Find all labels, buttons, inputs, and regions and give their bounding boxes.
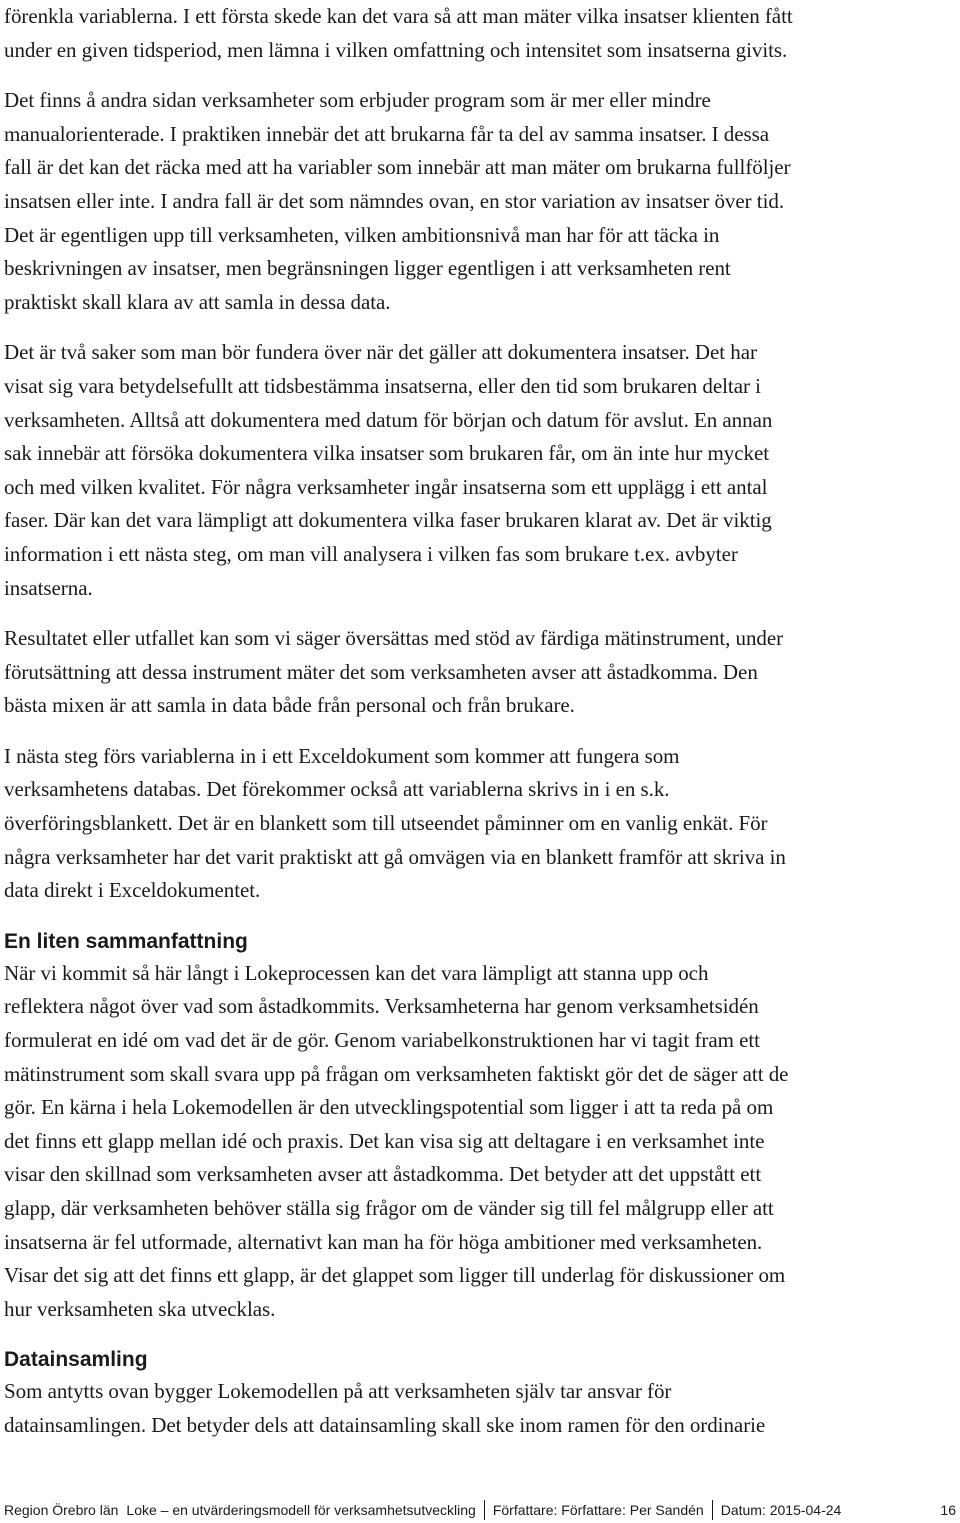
- text-line: under en given tidsperiod, men lämna i vilken omfattning och intensitet som insatserna givits.: [4, 37, 788, 62]
- paragraph: [4, 622, 956, 723]
- paragraph: [4, 1375, 956, 1442]
- text-line: några verksamheter har det varit praktiskt att gå omvägen via en blankett framför att skriva in: [4, 844, 786, 869]
- footer-separator: [712, 1500, 713, 1520]
- text-line: insatserna.: [4, 575, 93, 600]
- text-line: I nästa steg förs variablerna in i ett Exceldokument som kommer att fungera som: [4, 743, 680, 768]
- text-line: förenkla variablerna. I ett första skede kan det vara så att man mäter vilka insatser klienten fått: [4, 4, 793, 28]
- text-line: gör. En kärna i hela Lokemodellen är den utvecklingspotential som ligger i att ta reda på om: [4, 1095, 774, 1120]
- footer-page-number: 16: [940, 1502, 956, 1518]
- text-line: glapp, där verksamheten behöver ställa sig frågor om de vänder sig till fel målgrupp eller att: [4, 1196, 774, 1220]
- text-line: När vi kommit så här långt i Lokeprocessen kan det vara lämpligt att stanna upp och: [4, 960, 709, 985]
- text-line: Det är egentligen upp till verksamheten, vilken ambitionsnivå man har för att täcka in: [4, 222, 720, 247]
- paragraph: [4, 84, 956, 319]
- text-line: förutsättning att dessa instrument mäter det som verksamheten avser att åstadkomma. Den: [4, 659, 758, 684]
- paragraph: [4, 740, 956, 908]
- text-line: och med vilken kvalitet. För några verksamheter ingår insatserna som ett upplägg i ett antal: [4, 474, 768, 499]
- text-line: praktiskt skall klara av att samla in dessa data.: [4, 289, 391, 314]
- text-line: Det är två saker som man bör fundera över när det gäller att dokumentera insatser. Det har: [4, 340, 757, 365]
- text-line: mätinstrument som skall svara upp på frågan om verksamheten faktiskt gör det de säger att de: [4, 1061, 789, 1086]
- text-line: information i ett nästa steg, om man vill analysera i vilken fas som brukare t.ex. avbyter: [4, 541, 738, 566]
- text-line: visar den skillnad som verksamheten avser att åstadkomma. Det betyder att det uppstått ett: [4, 1162, 762, 1187]
- text-line: formulerat en idé om vad det är de gör. Genom variabelkonstruktionen har vi tagit fram ett: [4, 1028, 760, 1053]
- section-heading: Datainsamling: [4, 1348, 148, 1372]
- text-line: Som antytts ovan bygger Lokemodellen på att verksamheten själv tar ansvar för: [4, 1379, 672, 1404]
- paragraph: [4, 336, 956, 605]
- text-line: verksamheten. Alltså att dokumentera med datum för början och datum för avslut. En annan: [4, 407, 773, 432]
- text-line: Visar det sig att det finns ett glapp, är det glappet som ligger till underlag för diskussioner om: [4, 1263, 786, 1288]
- paragraph: [4, 0, 956, 67]
- text-line: överföringsblankett. Det är en blankett som till utseendet påminner om en vanlig enkät. För: [4, 811, 768, 836]
- text-line: visat sig vara betydelsefullt att tidsbestämma insatserna, eller den tid som brukaren deltar i: [4, 373, 761, 398]
- text-line: beskrivningen av insatser, men begränsningen ligger egentligen i att verksamheten rent: [4, 256, 731, 281]
- text-line: faser. Där kan det vara lämpligt att dokumentera vilka faser brukaren klarat av. Det är viktig: [4, 508, 772, 533]
- footer-document-title: Loke – en utvärderingsmodell för verksamhetsutveckling: [126, 1502, 476, 1518]
- footer-separator: [484, 1500, 485, 1520]
- page-footer: [4, 1499, 956, 1521]
- text-line: hur verksamheten ska utvecklas.: [4, 1296, 276, 1321]
- text-line: insatsen eller inte. I andra fall är det som nämndes ovan, en stor variation av insatser över tid.: [4, 188, 785, 213]
- text-line: datainsamlingen. Det betyder dels att datainsamling skall ske inom ramen för den ordinarie: [4, 1412, 766, 1437]
- text-line: data direkt i Exceldokumentet.: [4, 878, 261, 903]
- text-line: bästa mixen är att samla in data både från personal och från brukare.: [4, 693, 575, 718]
- section-heading: En liten sammanfattning: [4, 929, 248, 953]
- document-page: [4, 0, 956, 1443]
- text-line: sak innebär att försöka dokumentera vilka insatser som brukaren får, om än inte hur mycket: [4, 441, 769, 466]
- text-line: Resultatet eller utfallet kan som vi säger översättas med stöd av färdiga mätinstrument, under: [4, 626, 784, 651]
- text-line: reflektera något över vad som åstadkommits. Verksamheterna har genom verksamhetsidén: [4, 994, 759, 1019]
- text-line: verksamhetens databas. Det förekommer också att variablerna skrivs in i en s.k.: [4, 777, 670, 802]
- paragraph: [4, 957, 956, 1327]
- text-line: det finns ett glapp mellan idé och praxis. Det kan visa sig att deltagare i en verksamhet inte: [4, 1128, 765, 1153]
- text-line: insatserna är fel utformade, alternativt kan man ha för höga ambitioner med verksamheten.: [4, 1229, 763, 1254]
- footer-date: Datum: 2015-04-24: [720, 1502, 842, 1518]
- footer-author: Författare: Författare: Per Sandén: [492, 1502, 704, 1518]
- text-line: manualorienterade. I praktiken innebär det att brukarna får ta del av samma insatser. I dessa: [4, 121, 770, 146]
- text-line: Det finns å andra sidan verksamheter som erbjuder program som är mer eller mindre: [4, 88, 711, 113]
- footer-organization: Region Örebro län: [4, 1502, 119, 1518]
- text-line: fall är det kan det räcka med att ha variabler som innebär att man mäter om brukarna fullföljer: [4, 155, 791, 180]
